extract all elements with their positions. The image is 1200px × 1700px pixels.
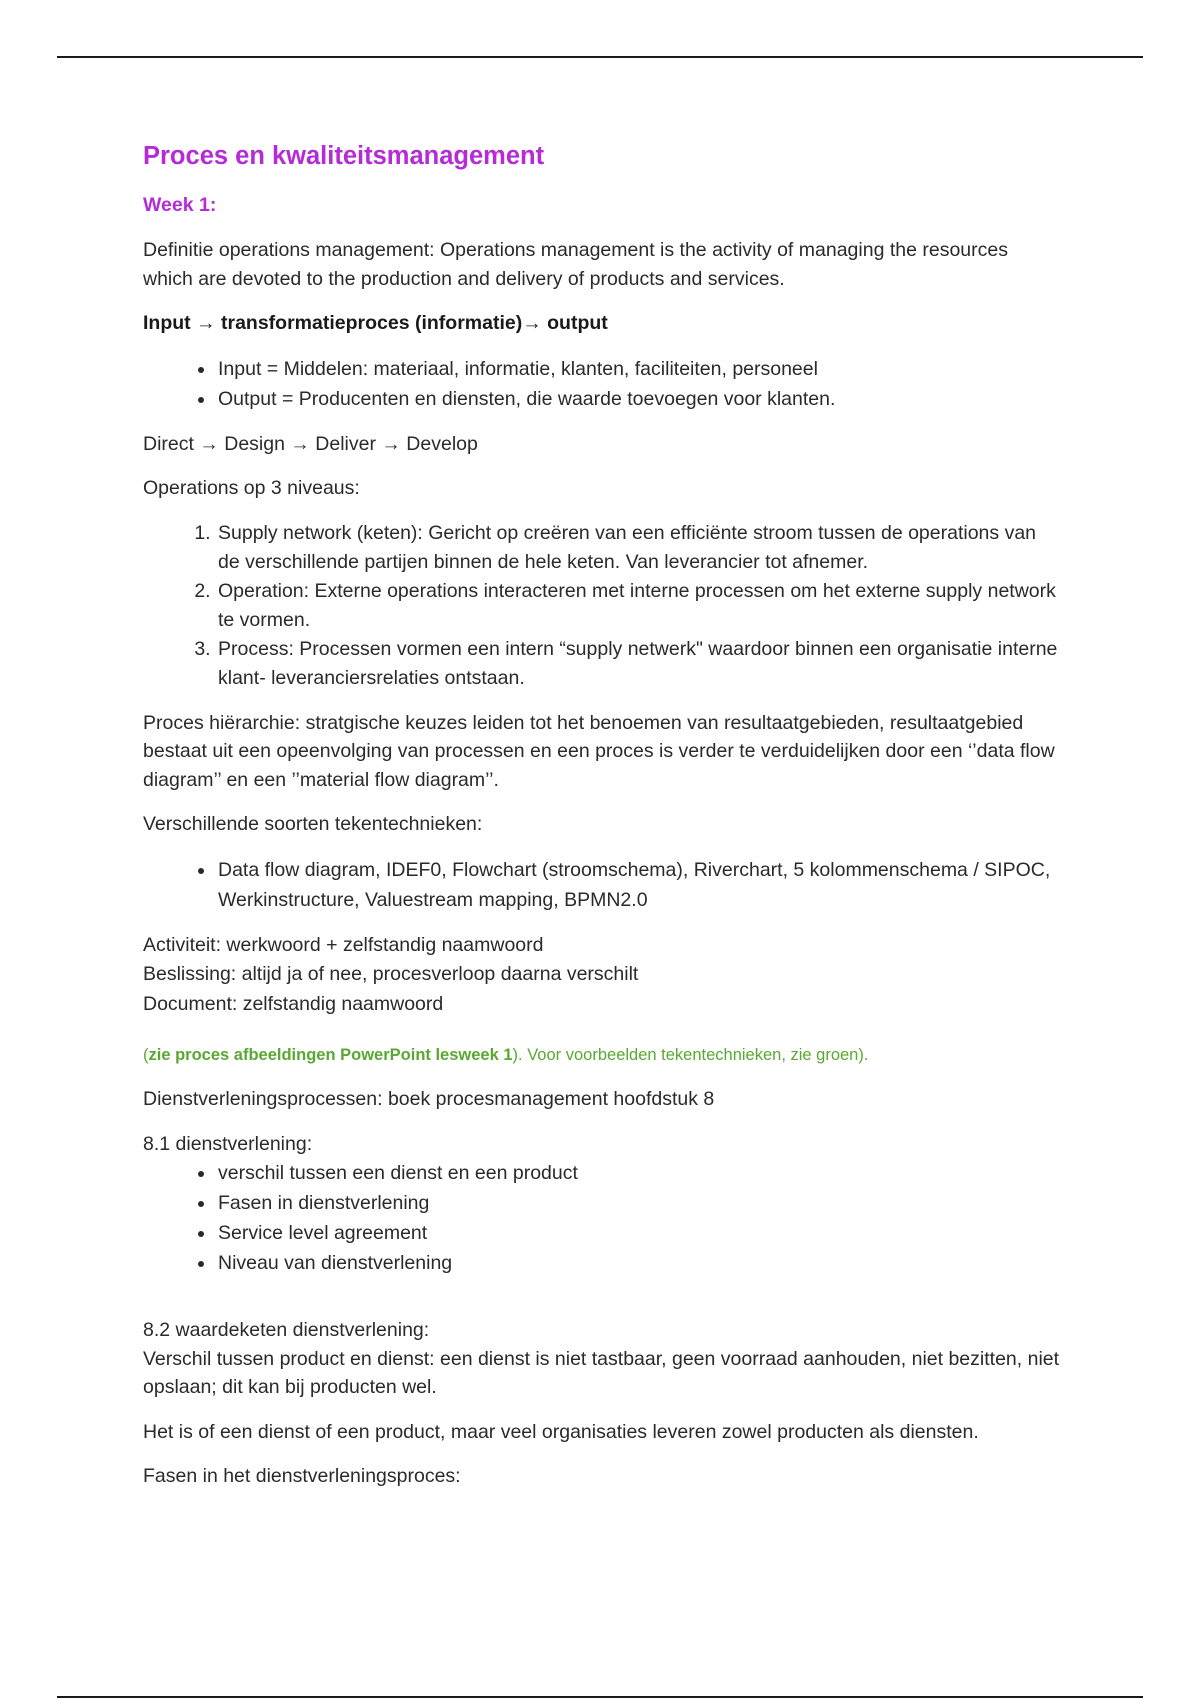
list-item: • Niveau van dienstverlening (216, 1248, 1063, 1278)
note-bold: zie proces afbeeldingen PowerPoint lesweek 1 (148, 1046, 513, 1065)
either-or-paragraph: Het is of een dienst of een product, maar veel organisaties leveren zowel producten als diensten. (143, 1420, 979, 1443)
list-item: • Service level agreement (216, 1218, 1063, 1248)
list-item: • verschil tussen een dienst en een product (216, 1158, 1063, 1188)
flow-list (143, 354, 1063, 414)
list-item: • Input = Middelen: materiaal, informatie, klanten, faciliteiten, personeel (216, 354, 1063, 384)
section-8-1-list (143, 1158, 1063, 1278)
definition-paragraph: Definitie operations management: Operations management is the activity of managing the resources which are devoted to the production and delivery of products and services. (143, 239, 1008, 290)
levels-intro: Operations op 3 niveaus: (143, 477, 360, 500)
levels-list (143, 519, 1063, 693)
document-title: Proces en kwaliteitsmanagement (143, 142, 545, 170)
week-heading: Week 1: (143, 194, 217, 217)
powerpoint-note (143, 1041, 1063, 1069)
services-line: Dienstverleningsprocessen: boek procesmanagement hoofdstuk 8 (143, 1088, 715, 1111)
note-open: ( (143, 1046, 149, 1065)
list-item: 3. Process: Processen vormen een intern “supply netwerk" waardoor binnen een organisatie interne klant- leveranciersrelaties ontstaan. (216, 635, 1063, 693)
flow-heading: Input → transformatieproces (informatie)→ output (143, 312, 608, 335)
hierarchy-paragraph: Proces hiërarchie: stratgische keuzes leiden tot het benoemen van resultaatgebieden, resultaatgebied bestaat uit een opeenvolging van processen en een proces is verder te verduidelijken door een ‘’data flow diagram’’ en een ’’material flow diagram’’. (143, 711, 1055, 791)
difference-paragraph: Verschil tussen product en dienst: een dienst is niet tastbaar, geen voorraad aanhouden, niet bezitten, niet opslaan; dit kan bij producten wel. (143, 1347, 1060, 1399)
document-body (143, 140, 1063, 1507)
list-item: • Data flow diagram, IDEF0, Flowchart (stroomschema), Riverchart, 5 kolommenschema / SIPOC, Werkinstructure, Valuestream mapping, BPMN2.0 (216, 855, 1063, 915)
list-item: • Fasen in dienstverlening (216, 1188, 1063, 1218)
techniques-list (143, 855, 1063, 915)
section-8-1-heading: 8.1 dienstverlening: (143, 1132, 313, 1155)
section-8-2-heading: 8.2 waardeketen dienstverlening: (143, 1319, 430, 1342)
list-item: 1. Supply network (keten): Gericht op creëren van een efficiënte stroom tussen de operations van de verschillende partijen binnen de hele keten. Van leverancier tot afnemer. (216, 519, 1063, 577)
definition-document: Document: zelfstandig naamwoord (143, 992, 444, 1015)
spacer (143, 1294, 1063, 1316)
footer-rule (57, 1696, 1143, 1698)
note-rest: ). Voor voorbeelden tekentechnieken, zie groen). (512, 1046, 869, 1065)
techniques-intro: Verschillende soorten tekentechnieken: (143, 813, 483, 836)
definition-decision: Beslissing: altijd ja of nee, procesverloop daarna verschilt (143, 963, 639, 986)
phases-line: Fasen in het dienstverleningsproces: (143, 1465, 461, 1488)
header-rule (57, 56, 1143, 58)
list-item: 2. Operation: Externe operations interacteren met interne processen om het externe supply network te vormen. (216, 577, 1063, 635)
list-item: • Output = Producenten en diensten, die waarde toevoegen voor klanten. (216, 384, 1063, 414)
definitions-block (143, 931, 1063, 1020)
definition-activity: Activiteit: werkwoord + zelfstandig naamwoord (143, 933, 544, 956)
four-d-line: Direct → Design → Deliver → Develop (143, 432, 478, 455)
